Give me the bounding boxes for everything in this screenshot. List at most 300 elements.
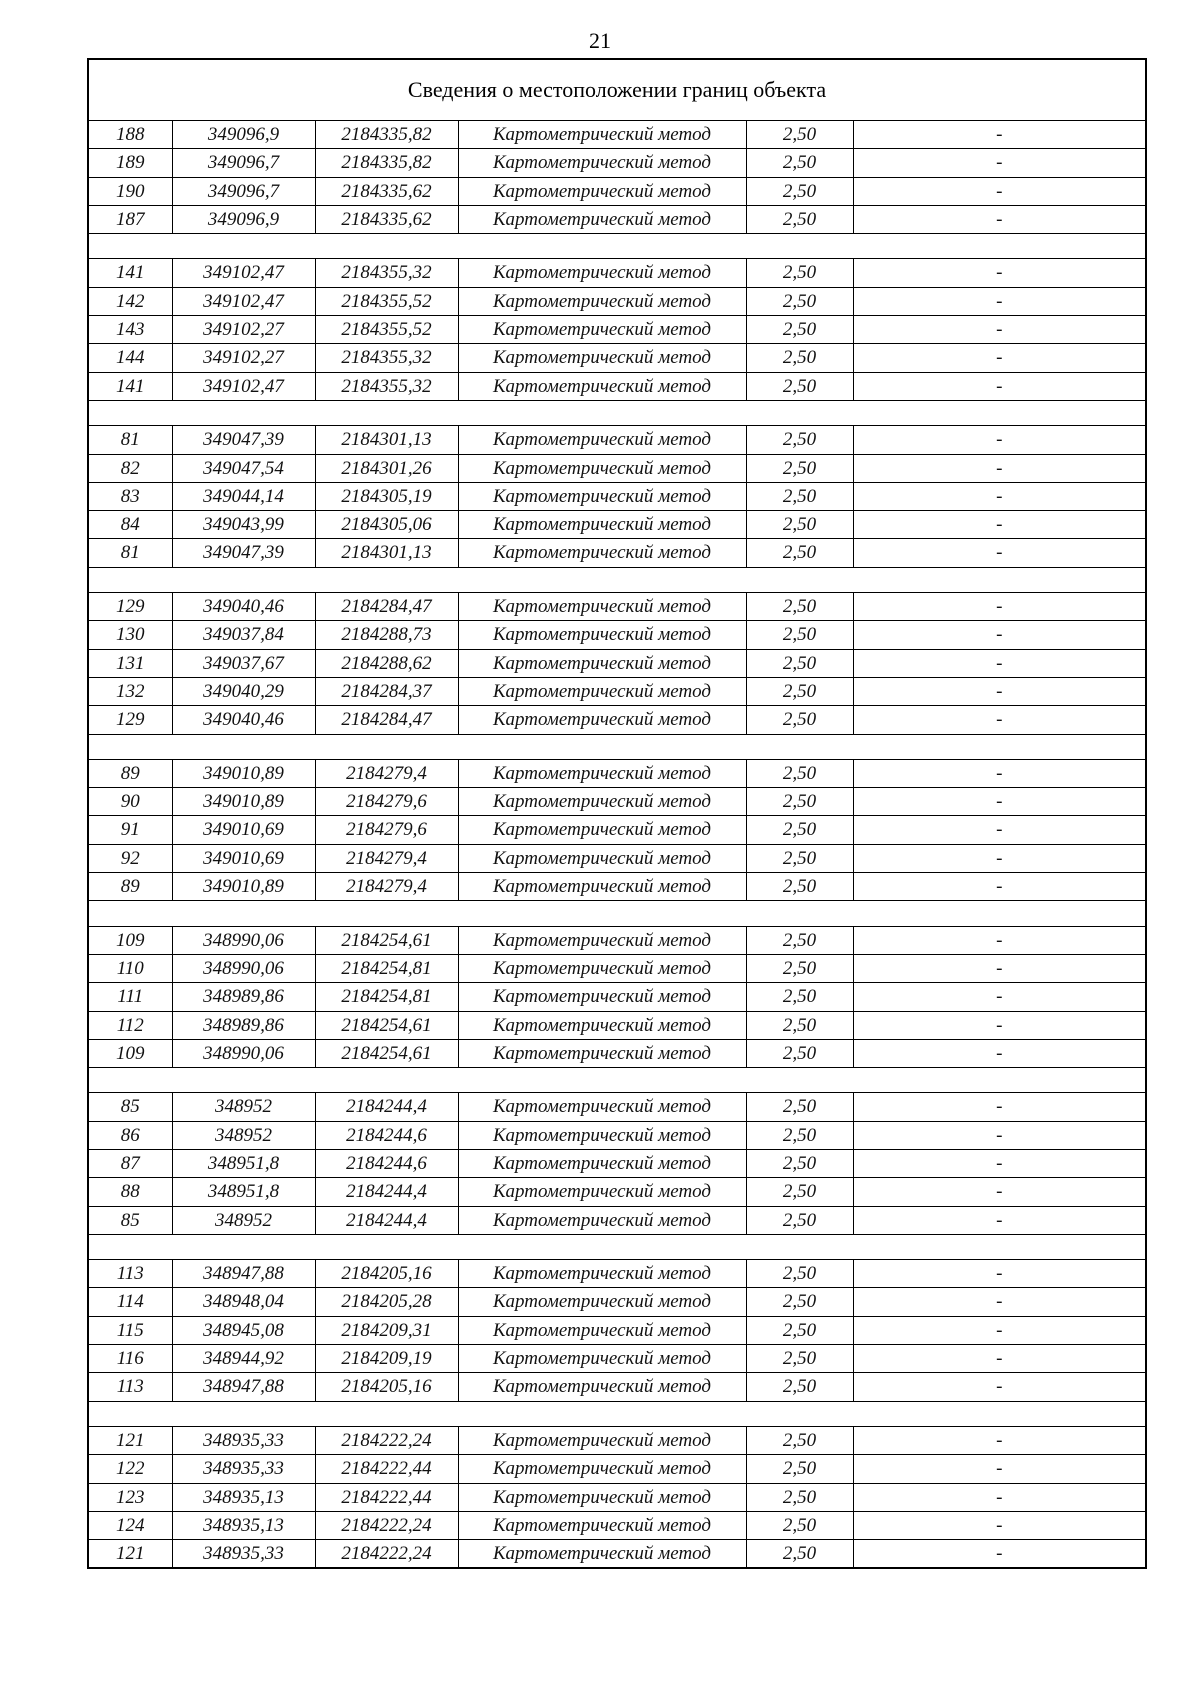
method-cell: Картометрический метод	[458, 149, 746, 177]
x-coordinate-cell: 349043,99	[172, 511, 315, 539]
table-row	[89, 259, 1145, 287]
x-coordinate-cell: 349047,39	[172, 539, 315, 567]
method-cell: Картометрический метод	[458, 1178, 746, 1206]
accuracy-cell: 2,50	[746, 177, 853, 205]
point-number-cell: 89	[89, 759, 172, 787]
description-cell: -	[853, 759, 1145, 787]
table-title: Сведения о местоположении границ объекта	[407, 77, 827, 102]
accuracy-cell: 2,50	[746, 1426, 853, 1454]
description-cell: -	[853, 621, 1145, 649]
table-row	[89, 1093, 1145, 1121]
x-coordinate-cell: 349037,67	[172, 649, 315, 677]
y-coordinate-cell: 2184209,31	[315, 1316, 458, 1344]
y-coordinate-cell: 2184205,16	[315, 1373, 458, 1401]
accuracy-cell: 2,50	[746, 621, 853, 649]
y-coordinate-cell: 2184244,6	[315, 1149, 458, 1177]
x-coordinate-cell: 349102,47	[172, 287, 315, 315]
x-coordinate-cell: 348989,86	[172, 983, 315, 1011]
point-number-cell: 123	[89, 1483, 172, 1511]
point-number-cell: 84	[89, 511, 172, 539]
table-row	[89, 706, 1145, 734]
y-coordinate-cell: 2184284,47	[315, 593, 458, 621]
x-coordinate-cell: 348935,13	[172, 1511, 315, 1539]
point-number-cell: 141	[89, 259, 172, 287]
point-number-cell: 85	[89, 1206, 172, 1234]
group-separator-row	[89, 901, 1145, 926]
table-row	[89, 1039, 1145, 1067]
group-separator-row	[89, 1068, 1145, 1093]
accuracy-cell: 2,50	[746, 205, 853, 233]
method-cell: Картометрический метод	[458, 287, 746, 315]
point-number-cell: 187	[89, 205, 172, 233]
group-separator-row	[89, 1401, 1145, 1426]
point-number-cell: 114	[89, 1288, 172, 1316]
method-cell: Картометрический метод	[458, 1011, 746, 1039]
group-separator-cell	[89, 234, 1145, 259]
method-cell: Картометрический метод	[458, 205, 746, 233]
group-separator-cell	[89, 400, 1145, 425]
description-cell: -	[853, 1316, 1145, 1344]
x-coordinate-cell: 348947,88	[172, 1373, 315, 1401]
method-cell: Картометрический метод	[458, 983, 746, 1011]
x-coordinate-cell: 349010,89	[172, 759, 315, 787]
point-number-cell: 121	[89, 1426, 172, 1454]
point-number-cell: 115	[89, 1316, 172, 1344]
description-cell: -	[853, 149, 1145, 177]
accuracy-cell: 2,50	[746, 844, 853, 872]
y-coordinate-cell: 2184254,81	[315, 954, 458, 982]
accuracy-cell: 2,50	[746, 426, 853, 454]
description-cell: -	[853, 649, 1145, 677]
description-cell: -	[853, 205, 1145, 233]
method-cell: Картометрический метод	[458, 926, 746, 954]
description-cell: -	[853, 1039, 1145, 1067]
method-cell: Картометрический метод	[458, 1121, 746, 1149]
y-coordinate-cell: 2184279,4	[315, 873, 458, 901]
point-number-cell: 132	[89, 677, 172, 705]
description-cell: -	[853, 1260, 1145, 1288]
description-cell: -	[853, 1426, 1145, 1454]
table-row	[89, 677, 1145, 705]
accuracy-cell: 2,50	[746, 816, 853, 844]
point-number-cell: 131	[89, 649, 172, 677]
x-coordinate-cell: 348945,08	[172, 1316, 315, 1344]
accuracy-cell: 2,50	[746, 1093, 853, 1121]
point-number-cell: 122	[89, 1455, 172, 1483]
description-cell: -	[853, 1093, 1145, 1121]
table-row	[89, 926, 1145, 954]
point-number-cell: 111	[89, 983, 172, 1011]
point-number-cell: 110	[89, 954, 172, 982]
table-row	[89, 316, 1145, 344]
accuracy-cell: 2,50	[746, 1345, 853, 1373]
x-coordinate-cell: 349102,27	[172, 316, 315, 344]
description-cell: -	[853, 287, 1145, 315]
y-coordinate-cell: 2184209,19	[315, 1345, 458, 1373]
x-coordinate-cell: 349096,7	[172, 149, 315, 177]
table-row	[89, 759, 1145, 787]
table-row	[89, 873, 1145, 901]
point-number-cell: 82	[89, 454, 172, 482]
point-number-cell: 85	[89, 1093, 172, 1121]
y-coordinate-cell: 2184244,6	[315, 1121, 458, 1149]
table-row	[89, 426, 1145, 454]
point-number-cell: 109	[89, 1039, 172, 1067]
description-cell: -	[853, 873, 1145, 901]
method-cell: Картометрический метод	[458, 454, 746, 482]
y-coordinate-cell: 2184301,13	[315, 539, 458, 567]
description-cell: -	[853, 954, 1145, 982]
x-coordinate-cell: 348947,88	[172, 1260, 315, 1288]
description-cell: -	[853, 344, 1145, 372]
description-cell: -	[853, 372, 1145, 400]
y-coordinate-cell: 2184279,6	[315, 788, 458, 816]
method-cell: Картометрический метод	[458, 372, 746, 400]
description-cell: -	[853, 121, 1145, 149]
y-coordinate-cell: 2184301,13	[315, 426, 458, 454]
accuracy-cell: 2,50	[746, 149, 853, 177]
y-coordinate-cell: 2184355,32	[315, 259, 458, 287]
method-cell: Картометрический метод	[458, 1206, 746, 1234]
x-coordinate-cell: 349096,9	[172, 205, 315, 233]
y-coordinate-cell: 2184279,4	[315, 759, 458, 787]
description-cell: -	[853, 788, 1145, 816]
method-cell: Картометрический метод	[458, 1093, 746, 1121]
y-coordinate-cell: 2184205,16	[315, 1260, 458, 1288]
point-number-cell: 144	[89, 344, 172, 372]
point-number-cell: 113	[89, 1260, 172, 1288]
table-row	[89, 1288, 1145, 1316]
table-row	[89, 1455, 1145, 1483]
y-coordinate-cell: 2184355,52	[315, 316, 458, 344]
table-row	[89, 121, 1145, 149]
y-coordinate-cell: 2184288,62	[315, 649, 458, 677]
y-coordinate-cell: 2184279,6	[315, 816, 458, 844]
accuracy-cell: 2,50	[746, 1011, 853, 1039]
y-coordinate-cell: 2184222,24	[315, 1426, 458, 1454]
method-cell: Картометрический метод	[458, 788, 746, 816]
table-row	[89, 372, 1145, 400]
coordinates-table	[89, 120, 1145, 1567]
table-body	[89, 121, 1145, 1568]
y-coordinate-cell: 2184244,4	[315, 1178, 458, 1206]
accuracy-cell: 2,50	[746, 1455, 853, 1483]
table-row	[89, 1121, 1145, 1149]
table-row	[89, 954, 1145, 982]
group-separator-cell	[89, 1401, 1145, 1426]
y-coordinate-cell: 2184301,26	[315, 454, 458, 482]
x-coordinate-cell: 348935,13	[172, 1483, 315, 1511]
description-cell: -	[853, 1149, 1145, 1177]
method-cell: Картометрический метод	[458, 649, 746, 677]
description-cell: -	[853, 1345, 1145, 1373]
y-coordinate-cell: 2184335,62	[315, 177, 458, 205]
point-number-cell: 92	[89, 844, 172, 872]
method-cell: Картометрический метод	[458, 316, 746, 344]
group-separator-cell	[89, 567, 1145, 592]
method-cell: Картометрический метод	[458, 844, 746, 872]
method-cell: Картометрический метод	[458, 621, 746, 649]
y-coordinate-cell: 2184305,19	[315, 482, 458, 510]
method-cell: Картометрический метод	[458, 706, 746, 734]
x-coordinate-cell: 348935,33	[172, 1540, 315, 1568]
table-row	[89, 511, 1145, 539]
accuracy-cell: 2,50	[746, 482, 853, 510]
accuracy-cell: 2,50	[746, 1149, 853, 1177]
accuracy-cell: 2,50	[746, 539, 853, 567]
description-cell: -	[853, 539, 1145, 567]
method-cell: Картометрический метод	[458, 259, 746, 287]
point-number-cell: 91	[89, 816, 172, 844]
accuracy-cell: 2,50	[746, 372, 853, 400]
accuracy-cell: 2,50	[746, 1288, 853, 1316]
table-row	[89, 1260, 1145, 1288]
y-coordinate-cell: 2184222,44	[315, 1455, 458, 1483]
description-cell: -	[853, 1540, 1145, 1568]
x-coordinate-cell: 349010,69	[172, 844, 315, 872]
method-cell: Картометрический метод	[458, 1455, 746, 1483]
group-separator-cell	[89, 734, 1145, 759]
group-separator-row	[89, 234, 1145, 259]
accuracy-cell: 2,50	[746, 677, 853, 705]
table-row	[89, 1373, 1145, 1401]
point-number-cell: 129	[89, 706, 172, 734]
y-coordinate-cell: 2184355,32	[315, 344, 458, 372]
table-row	[89, 1011, 1145, 1039]
y-coordinate-cell: 2184222,44	[315, 1483, 458, 1511]
y-coordinate-cell: 2184254,61	[315, 1011, 458, 1039]
x-coordinate-cell: 348990,06	[172, 954, 315, 982]
y-coordinate-cell: 2184355,52	[315, 287, 458, 315]
accuracy-cell: 2,50	[746, 1540, 853, 1568]
accuracy-cell: 2,50	[746, 1483, 853, 1511]
table-row	[89, 177, 1145, 205]
group-separator-row	[89, 734, 1145, 759]
description-cell: -	[853, 1373, 1145, 1401]
y-coordinate-cell: 2184244,4	[315, 1093, 458, 1121]
description-cell: -	[853, 1178, 1145, 1206]
description-cell: -	[853, 177, 1145, 205]
table-row	[89, 1178, 1145, 1206]
point-number-cell: 113	[89, 1373, 172, 1401]
point-number-cell: 190	[89, 177, 172, 205]
method-cell: Картометрический метод	[458, 759, 746, 787]
table-row	[89, 344, 1145, 372]
point-number-cell: 130	[89, 621, 172, 649]
accuracy-cell: 2,50	[746, 259, 853, 287]
y-coordinate-cell: 2184288,73	[315, 621, 458, 649]
point-number-cell: 86	[89, 1121, 172, 1149]
description-cell: -	[853, 1288, 1145, 1316]
description-cell: -	[853, 482, 1145, 510]
description-cell: -	[853, 316, 1145, 344]
group-separator-row	[89, 400, 1145, 425]
x-coordinate-cell: 349047,54	[172, 454, 315, 482]
group-separator-cell	[89, 1068, 1145, 1093]
x-coordinate-cell: 348990,06	[172, 1039, 315, 1067]
group-separator-row	[89, 567, 1145, 592]
y-coordinate-cell: 2184222,24	[315, 1540, 458, 1568]
description-cell: -	[853, 1455, 1145, 1483]
x-coordinate-cell: 349044,14	[172, 482, 315, 510]
point-number-cell: 112	[89, 1011, 172, 1039]
y-coordinate-cell: 2184335,62	[315, 205, 458, 233]
method-cell: Картометрический метод	[458, 1540, 746, 1568]
table-row	[89, 1511, 1145, 1539]
table-row	[89, 287, 1145, 315]
description-cell: -	[853, 259, 1145, 287]
x-coordinate-cell: 348944,92	[172, 1345, 315, 1373]
accuracy-cell: 2,50	[746, 926, 853, 954]
group-separator-cell	[89, 1234, 1145, 1259]
accuracy-cell: 2,50	[746, 1260, 853, 1288]
y-coordinate-cell: 2184244,4	[315, 1206, 458, 1234]
description-cell: -	[853, 1011, 1145, 1039]
table-row	[89, 1149, 1145, 1177]
y-coordinate-cell: 2184254,61	[315, 926, 458, 954]
point-number-cell: 143	[89, 316, 172, 344]
point-number-cell: 81	[89, 539, 172, 567]
x-coordinate-cell: 348952	[172, 1121, 315, 1149]
x-coordinate-cell: 348948,04	[172, 1288, 315, 1316]
y-coordinate-cell: 2184222,24	[315, 1511, 458, 1539]
accuracy-cell: 2,50	[746, 1373, 853, 1401]
table-row	[89, 205, 1145, 233]
x-coordinate-cell: 349040,46	[172, 593, 315, 621]
x-coordinate-cell: 349102,27	[172, 344, 315, 372]
point-number-cell: 89	[89, 873, 172, 901]
x-coordinate-cell: 348951,8	[172, 1178, 315, 1206]
x-coordinate-cell: 348990,06	[172, 926, 315, 954]
table-row	[89, 1345, 1145, 1373]
point-number-cell: 83	[89, 482, 172, 510]
accuracy-cell: 2,50	[746, 593, 853, 621]
method-cell: Картометрический метод	[458, 482, 746, 510]
method-cell: Картометрический метод	[458, 873, 746, 901]
table-row	[89, 844, 1145, 872]
method-cell: Картометрический метод	[458, 1288, 746, 1316]
accuracy-cell: 2,50	[746, 759, 853, 787]
accuracy-cell: 2,50	[746, 1039, 853, 1067]
method-cell: Картометрический метод	[458, 1260, 746, 1288]
y-coordinate-cell: 2184284,47	[315, 706, 458, 734]
method-cell: Картометрический метод	[458, 511, 746, 539]
description-cell: -	[853, 426, 1145, 454]
table-row	[89, 983, 1145, 1011]
method-cell: Картометрический метод	[458, 954, 746, 982]
accuracy-cell: 2,50	[746, 1178, 853, 1206]
method-cell: Картометрический метод	[458, 426, 746, 454]
x-coordinate-cell: 349102,47	[172, 259, 315, 287]
x-coordinate-cell: 349040,29	[172, 677, 315, 705]
point-number-cell: 141	[89, 372, 172, 400]
x-coordinate-cell: 349037,84	[172, 621, 315, 649]
x-coordinate-cell: 349047,39	[172, 426, 315, 454]
description-cell: -	[853, 1511, 1145, 1539]
table-row	[89, 482, 1145, 510]
x-coordinate-cell: 348935,33	[172, 1426, 315, 1454]
point-number-cell: 129	[89, 593, 172, 621]
accuracy-cell: 2,50	[746, 511, 853, 539]
y-coordinate-cell: 2184205,28	[315, 1288, 458, 1316]
description-cell: -	[853, 844, 1145, 872]
group-separator-cell	[89, 901, 1145, 926]
boundary-table	[87, 58, 1147, 1569]
table-row	[89, 1540, 1145, 1568]
table-row	[89, 649, 1145, 677]
method-cell: Картометрический метод	[458, 1345, 746, 1373]
table-row	[89, 454, 1145, 482]
method-cell: Картометрический метод	[458, 816, 746, 844]
x-coordinate-cell: 349010,89	[172, 788, 315, 816]
method-cell: Картометрический метод	[458, 1039, 746, 1067]
method-cell: Картометрический метод	[458, 593, 746, 621]
x-coordinate-cell: 348951,8	[172, 1149, 315, 1177]
x-coordinate-cell: 349096,9	[172, 121, 315, 149]
y-coordinate-cell: 2184284,37	[315, 677, 458, 705]
accuracy-cell: 2,50	[746, 1316, 853, 1344]
table-row	[89, 593, 1145, 621]
x-coordinate-cell: 349096,7	[172, 177, 315, 205]
description-cell: -	[853, 926, 1145, 954]
method-cell: Картометрический метод	[458, 1483, 746, 1511]
method-cell: Картометрический метод	[458, 344, 746, 372]
accuracy-cell: 2,50	[746, 121, 853, 149]
accuracy-cell: 2,50	[746, 954, 853, 982]
x-coordinate-cell: 348952	[172, 1206, 315, 1234]
x-coordinate-cell: 348952	[172, 1093, 315, 1121]
table-row	[89, 1483, 1145, 1511]
point-number-cell: 121	[89, 1540, 172, 1568]
point-number-cell: 87	[89, 1149, 172, 1177]
point-number-cell: 109	[89, 926, 172, 954]
page-number: 21	[589, 28, 611, 53]
y-coordinate-cell: 2184335,82	[315, 121, 458, 149]
point-number-cell: 142	[89, 287, 172, 315]
accuracy-cell: 2,50	[746, 706, 853, 734]
point-number-cell: 188	[89, 121, 172, 149]
method-cell: Картометрический метод	[458, 677, 746, 705]
x-coordinate-cell: 348935,33	[172, 1455, 315, 1483]
group-separator-row	[89, 1234, 1145, 1259]
table-row	[89, 149, 1145, 177]
x-coordinate-cell: 349040,46	[172, 706, 315, 734]
point-number-cell: 116	[89, 1345, 172, 1373]
table-row	[89, 788, 1145, 816]
accuracy-cell: 2,50	[746, 287, 853, 315]
description-cell: -	[853, 454, 1145, 482]
description-cell: -	[853, 677, 1145, 705]
description-cell: -	[853, 706, 1145, 734]
method-cell: Картометрический метод	[458, 1426, 746, 1454]
table-row	[89, 816, 1145, 844]
table-row	[89, 621, 1145, 649]
accuracy-cell: 2,50	[746, 873, 853, 901]
description-cell: -	[853, 1483, 1145, 1511]
description-cell: -	[853, 593, 1145, 621]
accuracy-cell: 2,50	[746, 454, 853, 482]
accuracy-cell: 2,50	[746, 983, 853, 1011]
accuracy-cell: 2,50	[746, 788, 853, 816]
description-cell: -	[853, 1206, 1145, 1234]
point-number-cell: 189	[89, 149, 172, 177]
accuracy-cell: 2,50	[746, 344, 853, 372]
method-cell: Картометрический метод	[458, 1316, 746, 1344]
method-cell: Картометрический метод	[458, 121, 746, 149]
method-cell: Картометрический метод	[458, 539, 746, 567]
method-cell: Картометрический метод	[458, 1149, 746, 1177]
accuracy-cell: 2,50	[746, 1206, 853, 1234]
